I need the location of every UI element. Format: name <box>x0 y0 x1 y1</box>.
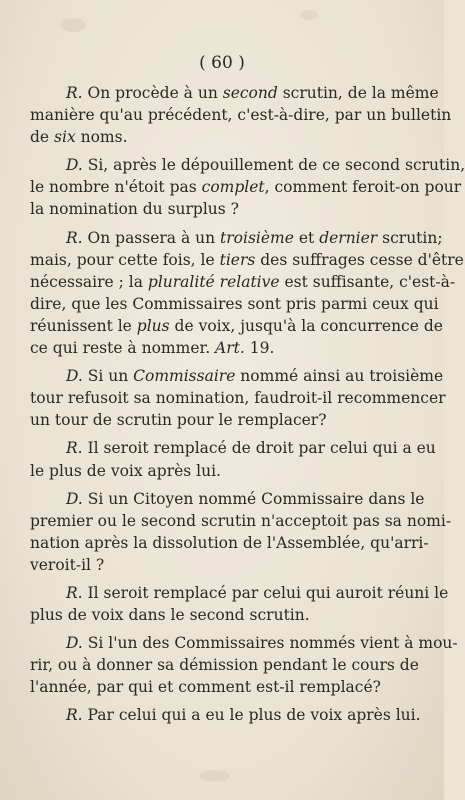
page-number: ( 60 ) <box>199 53 245 73</box>
speaker-label: D. <box>66 367 88 386</box>
text-line <box>30 249 464 271</box>
paragraph <box>30 582 449 626</box>
text-run: On passera à un <box>87 228 221 247</box>
text-line <box>30 437 440 459</box>
paragraph <box>30 437 440 481</box>
text-run: Il seroit remplacé par celui qui auroit réuni le <box>87 583 449 602</box>
text-run: premier ou le second scrutin n'acceptoit pas sa nomi- <box>30 511 452 530</box>
text-line <box>30 510 452 532</box>
text-line <box>30 227 443 249</box>
italic-text: Commissaire <box>133 367 236 386</box>
text-run: le nombre n'étoit pas <box>30 178 202 197</box>
text-run: dire, que les Commissaires sont pris parmi ceux qui <box>30 294 439 313</box>
text-line <box>30 582 449 604</box>
paragraph <box>30 704 440 726</box>
italic-text: six <box>54 128 76 147</box>
paper-stain <box>60 18 86 32</box>
speaker-label: R. <box>66 706 88 725</box>
paragraph <box>30 632 458 698</box>
italic-text: second <box>222 84 278 102</box>
text-line <box>30 154 465 176</box>
text-run: ce qui reste à nommer. <box>30 339 216 358</box>
paragraph <box>30 227 464 360</box>
text-line <box>30 604 440 626</box>
text-run: Si, après le dépouillement de ce second scrutin, <box>87 156 465 175</box>
text-line <box>30 365 444 387</box>
text-line <box>30 488 440 510</box>
paragraph <box>30 488 452 576</box>
italic-text: plus <box>136 316 170 335</box>
text-line <box>30 632 458 654</box>
text-run: tour refusoit sa nomination, faudroit-il recommencer <box>30 389 446 408</box>
italic-text: dernier <box>319 228 378 247</box>
speaker-label: R. <box>66 583 88 602</box>
text-run: scrutin, de la même <box>277 84 439 102</box>
text-run: est suffisante, c'est-à- <box>279 272 456 291</box>
text-run: de <box>30 128 55 147</box>
text-run: nation après la dissolution de l'Assemblée, qu'arri- <box>30 533 429 552</box>
text-run: Si l'un des Commissaires nommés vient à mou- <box>87 634 458 653</box>
text-run: la nomination du surplus ? <box>30 200 239 219</box>
text-line <box>30 271 456 293</box>
text-run: On procède à un <box>87 84 223 102</box>
text-run: plus de voix dans le second scrutin. <box>30 606 310 625</box>
text-run: le plus de voix après lui. <box>30 461 221 480</box>
text-line <box>30 126 440 148</box>
text-run: 19. <box>244 339 275 358</box>
speaker-label: D. <box>66 156 88 175</box>
speaker-label: D. <box>66 634 88 653</box>
text-run: Si un <box>87 367 134 386</box>
text-line <box>30 104 452 126</box>
speaker-label: R. <box>66 84 88 102</box>
text-line <box>30 387 446 409</box>
text-line <box>30 676 440 698</box>
text-run: noms. <box>75 128 128 147</box>
paper-stain <box>200 770 230 782</box>
text-line <box>30 198 440 220</box>
text-line <box>30 460 440 482</box>
italic-text: tiers <box>219 250 256 269</box>
text-run: mais, pour cette fois, le <box>30 250 220 269</box>
text-run: Si un Citoyen nommé Commissaire dans le <box>87 489 425 508</box>
italic-text: troisième <box>220 228 294 247</box>
italic-text: pluralité relative <box>147 272 280 291</box>
text-run: des suffrages cesse d'être <box>255 250 464 269</box>
text-line <box>30 654 440 676</box>
text-run: Par celui qui a eu le plus de voix après lui. <box>87 706 421 725</box>
text-run: manière qu'au précédent, c'est-à-dire, par un bulletin <box>30 106 452 125</box>
text-line <box>30 409 440 431</box>
italic-text: Art. <box>215 339 245 358</box>
text-line <box>30 293 440 315</box>
text-run: nommé ainsi au troisième <box>235 367 444 386</box>
text-run: , comment feroit-on pour <box>264 178 462 197</box>
text-line <box>30 337 440 359</box>
page-text <box>30 82 465 727</box>
text-run: et <box>293 228 320 247</box>
text-line <box>30 704 440 726</box>
paragraph <box>30 365 446 431</box>
text-run: réunissent le <box>30 316 137 335</box>
text-run: un tour de scrutin pour le remplacer? <box>30 411 327 430</box>
text-line <box>30 82 440 104</box>
text-line <box>30 532 440 554</box>
speaker-label: R. <box>66 228 88 247</box>
paragraph <box>30 82 452 148</box>
paragraph <box>30 154 465 220</box>
paper-stain <box>300 10 318 20</box>
speaker-label: D. <box>66 489 88 508</box>
text-run: l'année, par qui et comment est-il remplacé? <box>30 678 381 697</box>
italic-text: complet <box>201 178 265 197</box>
speaker-label: R. <box>66 439 88 458</box>
text-run: rir, ou à donner sa démission pendant le cours de <box>30 656 419 675</box>
text-line <box>30 315 443 337</box>
text-run: scrutin; <box>377 228 443 247</box>
text-line <box>30 554 440 576</box>
text-run: Il seroit remplacé de droit par celui qui a eu <box>87 439 436 458</box>
text-run: veroit-il ? <box>30 555 105 574</box>
text-run: de voix, jusqu'à la concurrence de <box>169 316 443 335</box>
text-line <box>30 176 462 198</box>
text-run: nécessaire ; la <box>30 272 148 291</box>
